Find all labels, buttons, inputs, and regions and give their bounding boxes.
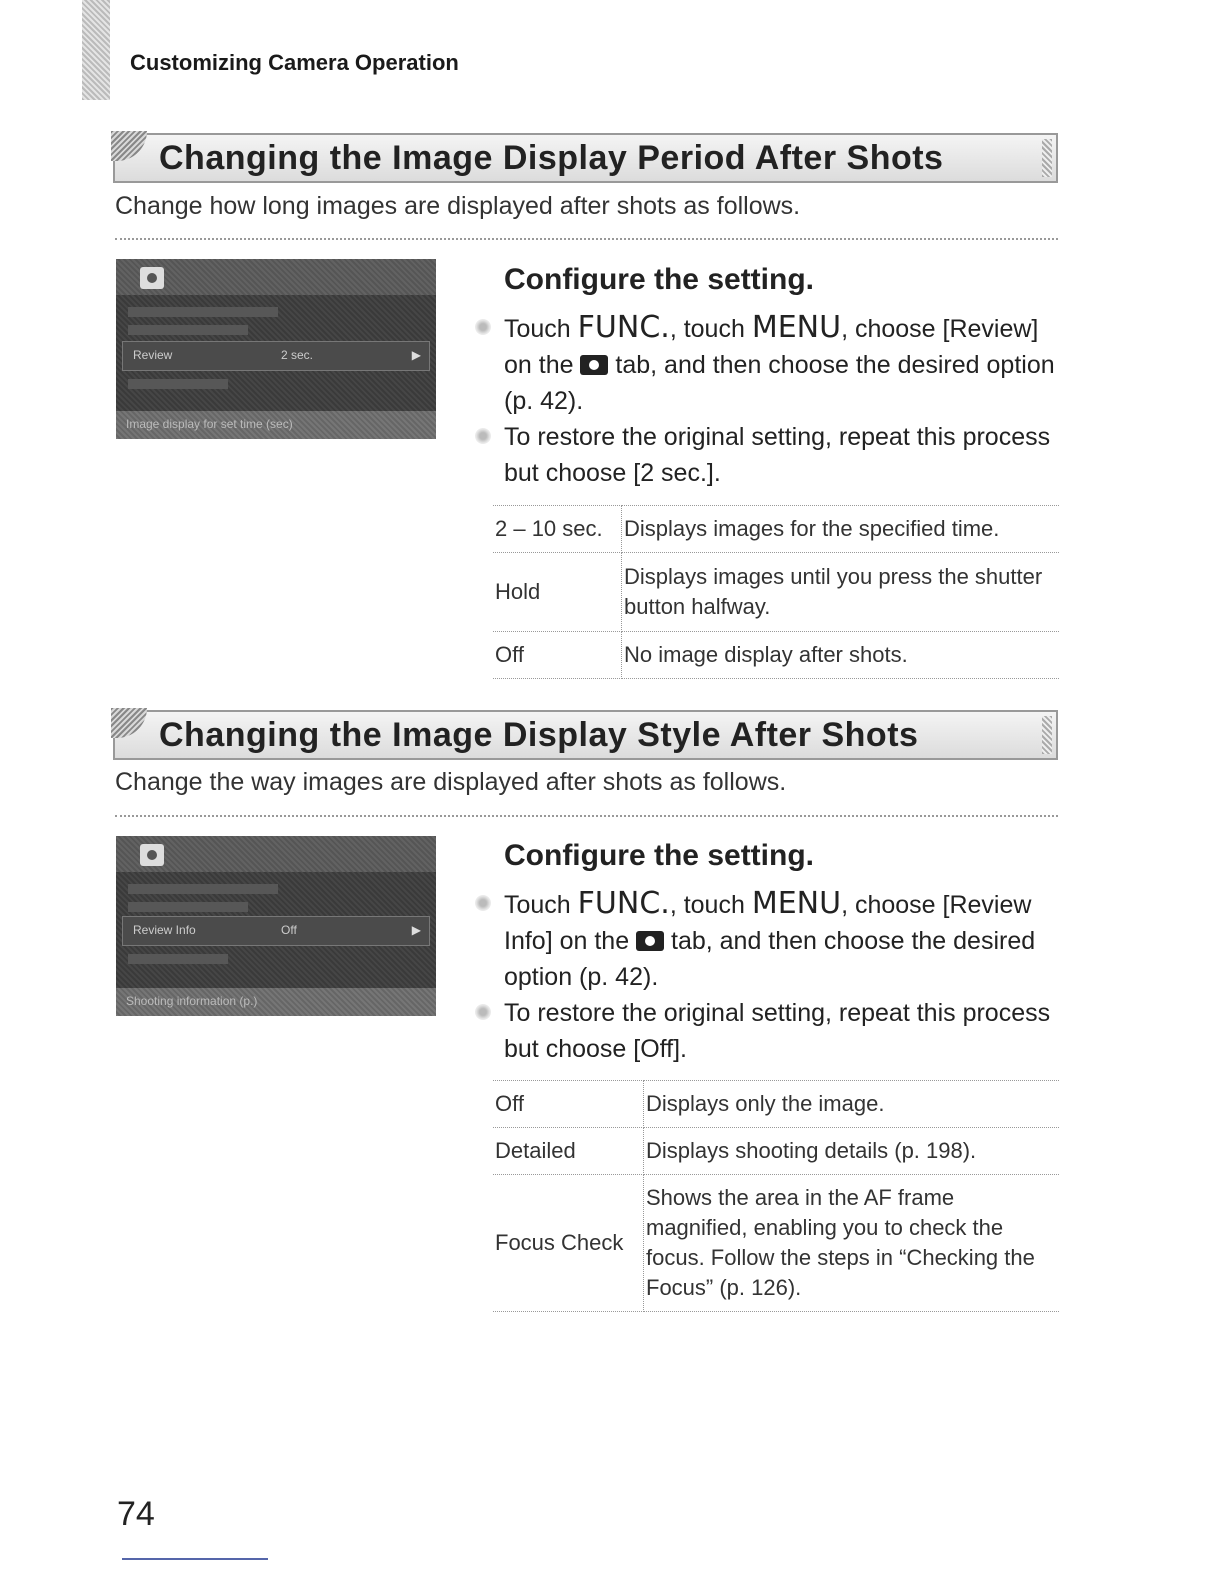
menu-row-selected xyxy=(122,916,430,946)
instruction-bullet xyxy=(475,886,1065,995)
section-intro: Change the way images are displayed after shots as follows. xyxy=(115,768,787,796)
camera-tab-icon xyxy=(140,844,164,866)
menu-row-value: Off xyxy=(281,923,297,937)
camera-icon xyxy=(636,931,664,951)
chapter-title: Customizing Camera Operation xyxy=(130,50,459,75)
table-row xyxy=(493,1128,1059,1175)
menu-help-bar xyxy=(116,411,436,439)
section-end-decoration xyxy=(1042,139,1052,177)
menu-tab-bar xyxy=(116,836,436,872)
camera-icon xyxy=(580,355,608,375)
menu-row-dim xyxy=(128,954,228,964)
instruction-text: tab, and then choose the desired option (p. 42). xyxy=(504,351,1055,415)
instruction-text: To restore the original setting, repeat this process but choose [2 sec.]. xyxy=(504,423,1051,487)
instruction-list xyxy=(475,310,1065,491)
option-name: Hold xyxy=(493,553,622,632)
camera-menu-screenshot xyxy=(116,259,436,439)
bullet-icon xyxy=(475,319,491,335)
menu-row-dim xyxy=(128,379,228,389)
bullet-icon xyxy=(475,428,491,444)
func-button-label: FUNC. xyxy=(577,886,670,921)
menu-row-label: Review xyxy=(133,348,173,362)
options-table xyxy=(493,1080,1059,1312)
bullet-icon xyxy=(475,895,491,911)
instruction-text: Touch xyxy=(504,891,578,919)
menu-row-dim xyxy=(128,307,278,317)
footer-rule xyxy=(122,1558,268,1560)
menu-row-label: Review Info xyxy=(133,923,196,937)
option-name: Off xyxy=(493,632,622,679)
menu-row-dim xyxy=(128,325,248,335)
option-name: 2 – 10 sec. xyxy=(493,506,622,553)
menu-help-text: Image display for set time (sec) xyxy=(126,417,293,431)
option-description: Displays images for the specified time. xyxy=(622,506,1060,553)
option-description: Displays only the image. xyxy=(644,1081,1060,1128)
instruction-text: To restore the original setting, repeat this process but choose [Off]. xyxy=(504,999,1051,1063)
option-description: Displays images until you press the shutter button halfway. xyxy=(622,553,1060,632)
chevron-right-icon: ▶ xyxy=(411,923,421,937)
instruction-text: Touch xyxy=(504,315,578,343)
menu-tab-bar xyxy=(116,259,436,295)
option-description: No image display after shots. xyxy=(622,632,1060,679)
chapter-tab-marker xyxy=(82,0,110,100)
option-name: Off xyxy=(493,1081,644,1128)
instruction-bullet xyxy=(475,995,1065,1067)
section-intro: Change how long images are displayed after shots as follows. xyxy=(115,192,801,220)
option-description: Displays shooting details (p. 198). xyxy=(644,1128,1060,1175)
instruction-text: , touch xyxy=(669,315,752,343)
section-end-decoration xyxy=(1042,716,1052,754)
func-button-label: FUNC. xyxy=(577,310,670,345)
section-title-text: Changing the Image Display Style After Shots xyxy=(159,716,919,754)
instruction-list xyxy=(475,886,1065,1067)
instruction-bullet xyxy=(475,310,1065,419)
option-description: Shows the area in the AF frame magnified, enabling you to check the focus. Follow the steps in “Checking the Focus” (p. 126). xyxy=(644,1175,1060,1312)
camera-menu-screenshot xyxy=(116,836,436,1016)
menu-help-text: Shooting information (p.) xyxy=(126,994,258,1008)
instruction-text: tab, and then choose the desired option (p. 42). xyxy=(504,927,1036,991)
page-number: 74 xyxy=(117,1495,155,1533)
option-name: Detailed xyxy=(493,1128,644,1175)
instruction-text: , choose [Review] on the xyxy=(504,315,1039,379)
options-table xyxy=(493,505,1059,679)
divider xyxy=(115,238,1058,240)
menu-row-dim xyxy=(128,902,248,912)
step-heading: Configure the setting. xyxy=(504,263,814,296)
camera-tab-icon xyxy=(140,267,164,289)
table-row xyxy=(493,506,1059,553)
instruction-bullet xyxy=(475,419,1065,491)
step-heading: Configure the setting. xyxy=(504,839,814,872)
chevron-right-icon: ▶ xyxy=(411,348,421,362)
menu-help-bar xyxy=(116,988,436,1016)
menu-button-label: MENU xyxy=(751,886,842,921)
section-title-text: Changing the Image Display Period After Shots xyxy=(159,139,944,177)
instruction-text: , choose [Review Info] on the xyxy=(504,891,1032,955)
table-row xyxy=(493,553,1059,632)
section-corner-decoration xyxy=(111,131,147,161)
menu-row-selected xyxy=(122,341,430,371)
menu-row-dim xyxy=(128,884,278,894)
option-name: Focus Check xyxy=(493,1175,644,1312)
section-title-display-period xyxy=(113,133,1058,183)
section-title-display-style xyxy=(113,710,1058,760)
table-row xyxy=(493,1175,1059,1312)
table-row xyxy=(493,632,1059,679)
bullet-icon xyxy=(475,1004,491,1020)
section-corner-decoration xyxy=(111,708,147,738)
menu-button-label: MENU xyxy=(751,310,842,345)
divider xyxy=(115,815,1058,817)
instruction-text: , touch xyxy=(669,891,752,919)
menu-row-value: 2 sec. xyxy=(281,348,314,362)
table-row xyxy=(493,1081,1059,1128)
